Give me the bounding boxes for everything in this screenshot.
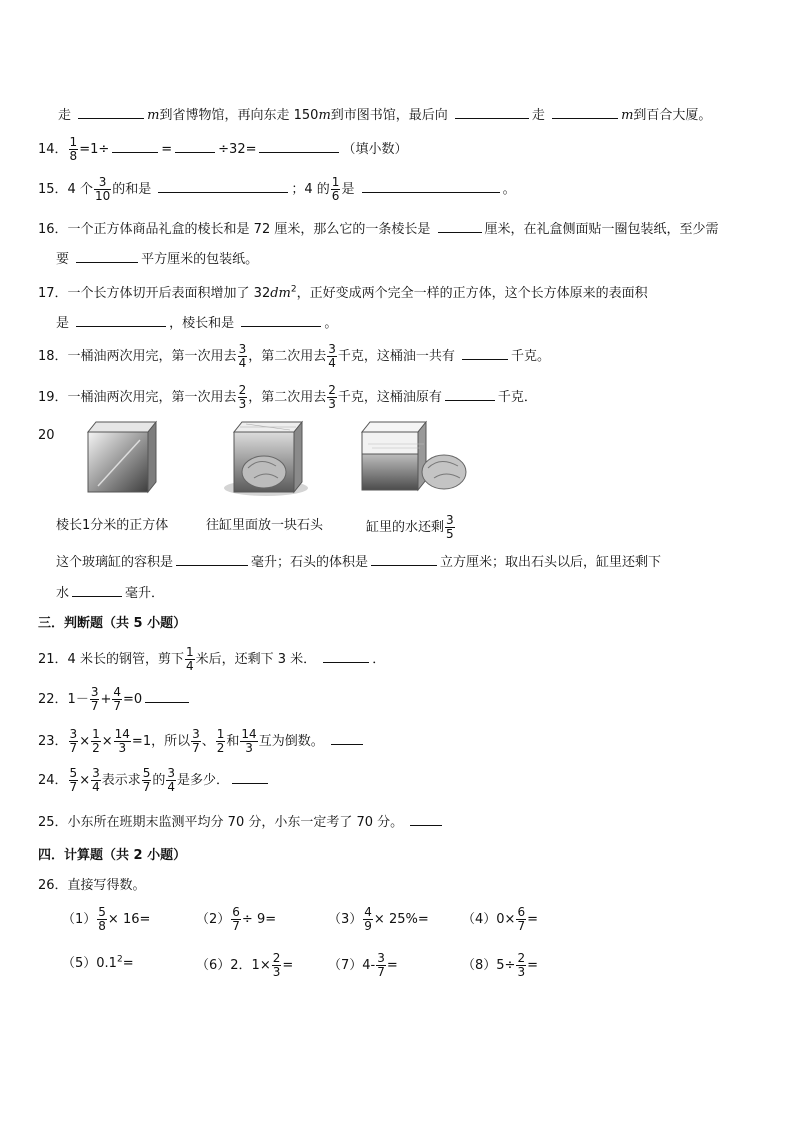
- denominator: 8: [69, 149, 78, 163]
- fraction: [69, 728, 79, 755]
- blank[interactable]: [323, 650, 369, 663]
- numerator: 3: [167, 766, 176, 780]
- calc-item-6: （6）2．1× $\frac{2}{3}$ =: [196, 951, 294, 979]
- denominator: 4: [238, 356, 247, 370]
- fraction: [331, 176, 341, 203]
- fraction: [191, 728, 201, 755]
- calc-item-1: （1） $\frac{5}{8}$ × 16=: [62, 905, 151, 933]
- numerator: 4: [113, 685, 122, 699]
- fraction: [238, 384, 248, 411]
- blank[interactable]: [331, 732, 363, 745]
- fraction: [112, 686, 122, 713]
- denominator: 4: [328, 356, 336, 370]
- calc-item-8: （8）5÷ $\frac{2}{3}$ =: [462, 951, 538, 979]
- numerator: 1: [216, 727, 225, 741]
- numerator: 3: [69, 727, 78, 741]
- question-15: 15．4 个 $\frac{3}{10}$ 的和是 ；4 的 $\frac{1}{6}$ 是 。: [38, 175, 516, 203]
- denominator: 10: [94, 189, 111, 203]
- fraction: [69, 136, 79, 163]
- fraction: [91, 767, 101, 794]
- denominator: 5: [446, 527, 454, 541]
- calc-item-7: （7）4- $\frac{3}{7}$ =: [328, 951, 398, 979]
- numerator: 3: [328, 342, 336, 356]
- section-4-heading: 四．计算题（共 2 小题）: [38, 848, 187, 863]
- question-17-line2: 是 ，棱长和是 。: [56, 316, 338, 331]
- numerator: 3: [192, 727, 200, 741]
- caption-cube: 棱长1分米的正方体: [56, 518, 169, 533]
- question-20-number: 20: [38, 428, 55, 443]
- numerator: 3: [94, 176, 111, 190]
- q13-continuation: 走 m到省博物馆，再向东走 150m到市图书馆，最后向 走 m到百合大厦。: [58, 108, 712, 123]
- numerator: 3: [90, 685, 99, 699]
- blank[interactable]: [241, 314, 321, 327]
- section-3-heading: 三．判断题（共 5 小题）: [38, 616, 187, 631]
- fraction: [327, 343, 337, 370]
- denominator: 7: [69, 780, 78, 794]
- fraction: [69, 767, 79, 794]
- blank[interactable]: [145, 690, 189, 703]
- denominator: 3: [272, 965, 281, 979]
- fraction: [97, 906, 107, 933]
- caption-remaining: 缸里的水还剩 $\frac{3}{5}$: [366, 513, 454, 541]
- blank[interactable]: [410, 813, 442, 826]
- blank[interactable]: [438, 220, 482, 233]
- denominator: 4: [185, 659, 194, 673]
- question-25: 25．小东所在班期末监测平均分 70 分，小东一定考了 70 分。: [38, 811, 794, 830]
- denominator: 6: [331, 189, 340, 203]
- numerator: 1: [331, 175, 340, 189]
- fraction: [91, 728, 101, 755]
- fraction: [327, 384, 337, 411]
- question-24: 24． $\frac{5}{7}$ × $\frac{3}{4}$ 表示求 $\frac{5}{7}$ 的 $\frac{3}{4}$ 是多少．: [38, 767, 794, 794]
- fraction: [516, 906, 526, 933]
- fraction: [238, 343, 248, 370]
- calc-item-5: $(5)0.1^2=$: [62, 954, 134, 971]
- fraction: [272, 952, 282, 979]
- numerator: 4: [364, 905, 372, 919]
- denominator: 7: [142, 780, 151, 794]
- denominator: 8: [98, 919, 106, 933]
- denominator: 3: [118, 741, 127, 755]
- denominator: 7: [90, 699, 99, 713]
- denominator: 3: [517, 965, 526, 979]
- cube-figure: [84, 420, 160, 496]
- blank[interactable]: [112, 140, 158, 153]
- blank[interactable]: [362, 180, 500, 193]
- blank[interactable]: [175, 140, 215, 153]
- calc-item-4: （4）0× $\frac{6}{7}$ =: [462, 905, 538, 933]
- denominator: 7: [192, 741, 200, 755]
- denominator: 7: [232, 919, 240, 933]
- numerator: 14: [114, 727, 130, 741]
- numerator: 3: [446, 513, 454, 527]
- tank-after-figure: [360, 420, 470, 496]
- fraction: [90, 686, 100, 713]
- blank[interactable]: [552, 106, 618, 119]
- fraction: [185, 646, 195, 673]
- question-26: 26．直接写得数。: [38, 878, 146, 893]
- question-21: 21．4 米长的钢管，剪下 $\frac{1}{4}$ 米后，还剩下 3 米． ．: [38, 645, 386, 673]
- fraction: [166, 767, 176, 794]
- denominator: 2: [216, 741, 225, 755]
- blank[interactable]: [445, 388, 495, 401]
- blank[interactable]: [158, 180, 288, 193]
- fraction: [376, 952, 386, 979]
- calc-item-3: （3） $\frac{4}{9}$ × 25%=: [328, 905, 429, 933]
- denominator: 3: [245, 741, 253, 755]
- blank[interactable]: [259, 140, 339, 153]
- fraction: [216, 728, 226, 755]
- fraction: [363, 906, 373, 933]
- question-23: 23． $\frac{3}{7}$ × $\frac{1}{2}$ × $\frac{14}{3}$ =1，所以 $\frac{3}{7}$ 、 $\frac{1}{2}$ 和 $\frac{14}{3}$ 互为倒数。: [38, 728, 794, 755]
- numerator: 5: [98, 905, 106, 919]
- numerator: 1: [185, 645, 194, 659]
- numerator: 2: [517, 951, 526, 965]
- numerator: 2: [238, 383, 247, 397]
- numerator: 5: [142, 766, 151, 780]
- denominator: 2: [92, 741, 100, 755]
- blank[interactable]: [232, 771, 268, 784]
- numerator: 3: [238, 342, 247, 356]
- fraction: [114, 728, 131, 755]
- question-20-line2: 水 毫升．: [56, 586, 165, 601]
- numerator: 6: [232, 905, 240, 919]
- blank[interactable]: [72, 584, 122, 597]
- tank-with-stone-figure: [220, 420, 312, 500]
- denominator: 7: [517, 919, 526, 933]
- blank[interactable]: [371, 553, 437, 566]
- denominator: 3: [238, 397, 247, 411]
- denominator: 9: [364, 919, 372, 933]
- blank[interactable]: [455, 106, 529, 119]
- numerator: 2: [272, 951, 281, 965]
- fraction: [516, 952, 526, 979]
- caption-stone: 往缸里面放一块石头: [206, 518, 324, 533]
- fraction: [94, 176, 111, 203]
- question-17: 17．一个长方体切开后表面积增加了 $32dm^2$，正好变成两个完全一样的正方体，这个长方体原来的表面积: [38, 284, 648, 301]
- question-16-line2: 要 平方厘米的包装纸。: [56, 252, 259, 267]
- numerator: 14: [241, 727, 257, 741]
- fraction: [240, 728, 257, 755]
- numerator: 5: [69, 766, 78, 780]
- question-14: 14． $\frac{1}{8}$ =1÷ = ÷32= （填小数）: [38, 135, 408, 163]
- question-18: 18．一桶油两次用完，第一次用去 $\frac{3}{4}$ ，第二次用去 $\frac{3}{4}$ 千克，这桶油一共有 千克。: [38, 342, 551, 370]
- numerator: 3: [92, 766, 100, 780]
- blank[interactable]: [78, 106, 144, 119]
- denominator: 4: [167, 780, 176, 794]
- denominator: 7: [377, 965, 385, 979]
- fraction: [445, 514, 455, 541]
- numerator: 1: [92, 727, 100, 741]
- denominator: 7: [113, 699, 122, 713]
- numerator: 3: [377, 951, 385, 965]
- question-19: 19．一桶油两次用完，第一次用去 $\frac{2}{3}$ ，第二次用去 $\frac{2}{3}$ 千克，这桶油原有 千克．: [38, 383, 537, 411]
- question-22: 22．1－ $\frac{3}{7}$ + $\frac{4}{7}$ =0: [38, 686, 794, 713]
- blank[interactable]: [462, 347, 508, 360]
- question-20-line1: 这个玻璃缸的容积是 毫升；石头的体积是 立方厘米；取出石头以后，缸里还剩下: [56, 555, 662, 570]
- blank[interactable]: [176, 553, 248, 566]
- numerator: 6: [517, 905, 526, 919]
- blank[interactable]: [76, 314, 166, 327]
- denominator: 3: [328, 397, 336, 411]
- denominator: 4: [92, 780, 100, 794]
- fraction: [142, 767, 152, 794]
- calc-item-2: （2） $\frac{6}{7}$ ÷ 9=: [196, 905, 277, 933]
- denominator: 7: [69, 741, 78, 755]
- fraction: [231, 906, 241, 933]
- question-16: 16．一个正方体商品礼盒的棱长和是 72 厘米，那么它的一条棱长是 厘米，在礼盒侧面贴一圈包装纸，至少需: [38, 222, 719, 237]
- numerator: 1: [69, 135, 78, 149]
- numerator: 2: [328, 383, 336, 397]
- blank[interactable]: [76, 250, 138, 263]
